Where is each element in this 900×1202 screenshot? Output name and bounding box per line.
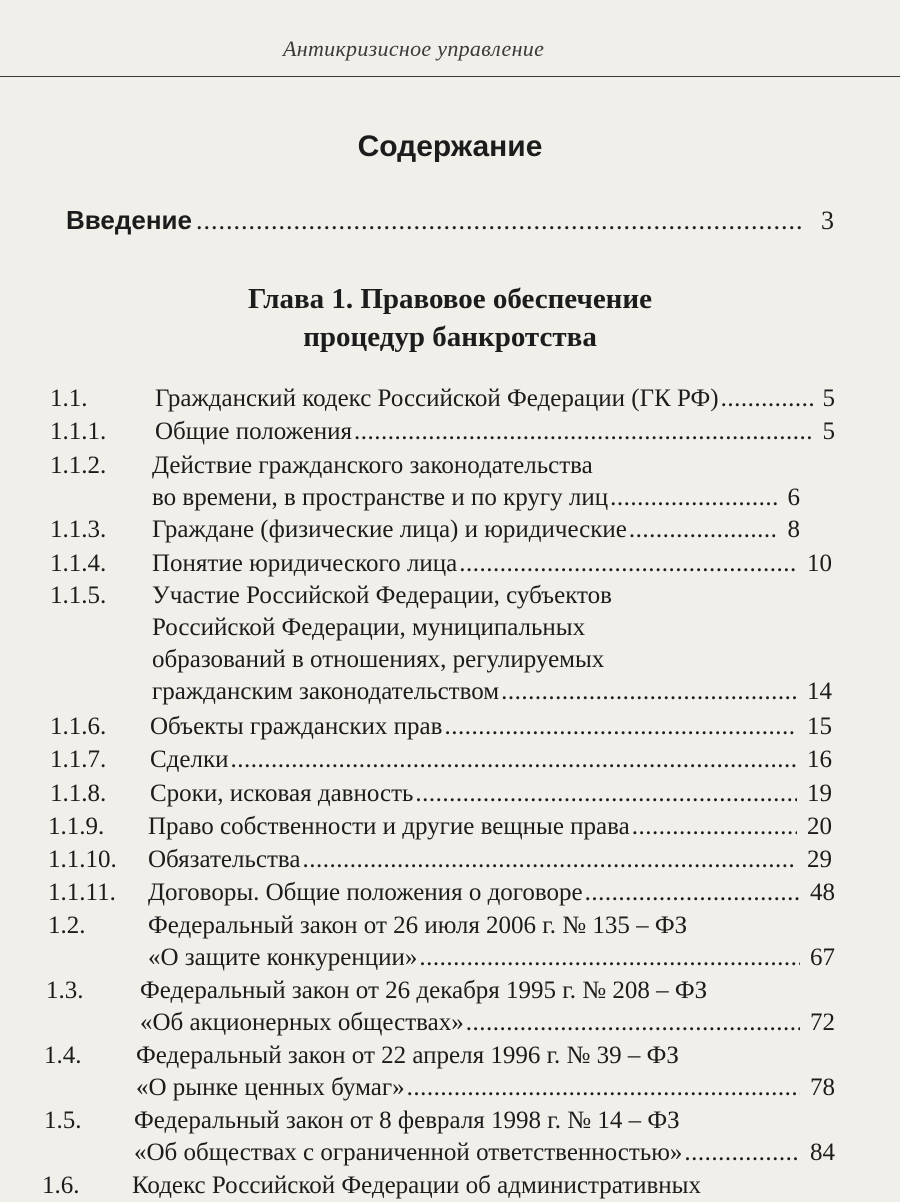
toc-entry-title-text: Объекты гражданских прав <box>150 713 443 740</box>
toc-entry <box>0 580 900 708</box>
toc-entry-title-text: Право собственности и другие вещные права <box>148 813 630 840</box>
toc-entry-title-line: Федеральный закон от 26 декабря 1995 г. № 208 – ФЗ <box>140 977 708 1004</box>
dot-leader <box>629 514 778 546</box>
toc-entry-title <box>155 383 835 415</box>
toc-entry-title-text: Кодекс Российской Федерации об административных <box>132 1172 701 1199</box>
toc-entry-title-line <box>152 676 832 708</box>
toc-heading: Содержание <box>357 130 543 163</box>
running-header <box>0 0 900 77</box>
toc-entry-page: 14 <box>807 678 832 705</box>
chapter-title-line-2: процедур банкротства <box>303 321 597 353</box>
toc-entry-number: 1.1.5. <box>50 582 107 609</box>
toc-entry-number: 1.1.10. <box>48 846 117 873</box>
dot-leader <box>231 744 798 776</box>
toc-entry-title-text: «О защите конкуренции» <box>148 944 418 971</box>
dot-leader <box>501 676 797 708</box>
toc-entry-title-line <box>155 416 835 448</box>
dot-leader <box>354 416 813 448</box>
toc-entry-page: 15 <box>807 713 832 740</box>
dot-leader <box>196 206 802 236</box>
dot-leader <box>407 1072 800 1104</box>
toc-entry-title <box>152 450 800 514</box>
toc-entry-number: 1.1.3. <box>50 516 107 543</box>
toc-entry-page: 48 <box>810 879 835 906</box>
toc-entry-page: 78 <box>810 1074 835 1101</box>
toc-entry-title <box>148 844 832 876</box>
dot-leader <box>419 942 800 974</box>
dot-leader <box>444 711 797 743</box>
toc-entry-title-line <box>134 1137 835 1169</box>
toc-entry-page: 67 <box>810 944 835 971</box>
toc-intro-label: Введение <box>66 205 192 235</box>
toc-entry-number: 1.1.6. <box>50 713 107 740</box>
dot-leader <box>585 877 800 909</box>
toc-entry <box>0 383 900 415</box>
toc-entry-title <box>148 811 832 843</box>
toc-entry-number: 1.1.11. <box>48 879 116 906</box>
toc-entry-title <box>136 1040 835 1104</box>
toc-entry-page: 19 <box>807 780 832 807</box>
toc-entry-title-line <box>152 482 800 514</box>
toc-entry <box>0 1170 900 1202</box>
dot-leader <box>302 844 797 876</box>
toc-entry-title-line: Федеральный закон от 8 февраля 1998 г. № 14 – ФЗ <box>134 1107 680 1134</box>
toc-entry-page: 10 <box>807 550 832 577</box>
toc-entry-title-text: Граждане (физические лица) и юридические <box>152 516 627 543</box>
toc-entry-page: 16 <box>807 746 832 773</box>
toc-entry-title-text: «Об акционерных обществах» <box>140 1009 464 1036</box>
toc-entry <box>0 844 900 876</box>
toc-entry-page: 29 <box>807 846 832 873</box>
toc-entry-title <box>150 744 832 776</box>
toc-entry-title-line <box>140 1007 835 1039</box>
toc-entry <box>0 744 900 776</box>
toc-entry-title-text: «Об обществах с ограниченной ответственностью» <box>134 1139 683 1166</box>
toc-entry-title <box>152 548 832 580</box>
toc-entry <box>0 548 900 580</box>
toc-entry-title-line <box>155 383 835 415</box>
toc-entry-title-line: Действие гражданского законодательства <box>152 452 593 479</box>
toc-entry-title-line <box>152 548 832 580</box>
toc-entry <box>0 711 900 743</box>
toc-entry-page: 72 <box>810 1009 835 1036</box>
toc-entry-title-line <box>150 711 832 743</box>
toc-entry <box>0 514 900 546</box>
toc-entry-title <box>148 877 835 909</box>
toc-entry-title-text: «О рынке ценных бумаг» <box>136 1074 405 1101</box>
toc-entry <box>0 811 900 843</box>
toc-entry <box>0 1040 900 1104</box>
toc-entry-title-line: Российской Федерации, муниципальных <box>152 614 586 641</box>
toc-entry <box>0 778 900 810</box>
toc-entry-number: 1.1.8. <box>50 780 107 807</box>
toc-entry-title-line: Федеральный закон от 26 июля 2006 г. № 135 – ФЗ <box>148 912 688 939</box>
toc-entry-title-line <box>150 744 832 776</box>
toc-entry-title-line <box>148 844 832 876</box>
toc-entry-number: 1.1.4. <box>50 550 107 577</box>
toc-entry-page: 20 <box>807 813 832 840</box>
toc-entry <box>0 975 900 1039</box>
toc-entry-page: 5 <box>822 385 835 412</box>
chapter-title-line-1: Глава 1. Правовое обеспечение <box>248 283 652 315</box>
toc-entry-number: 1.3. <box>46 977 84 1004</box>
toc-entry <box>0 1105 900 1169</box>
dot-leader <box>721 383 813 415</box>
toc-entry-title <box>155 416 835 448</box>
toc-entry-title-line <box>148 942 835 974</box>
toc-entry-title-text: Договоры. Общие положения о договоре <box>148 879 583 906</box>
toc-intro-page: 3 <box>821 206 834 235</box>
toc-entry <box>0 910 900 974</box>
dot-leader <box>684 1137 800 1169</box>
toc-entry-title-text: Общие положения <box>155 418 352 445</box>
toc-entry-title-text: во времени, в пространстве и по кругу лиц <box>152 484 609 511</box>
chapter-title <box>0 280 900 356</box>
toc-entry-title <box>148 910 835 974</box>
toc-entry-title-line <box>152 514 800 546</box>
toc-entry-title-line <box>136 1072 835 1104</box>
toc-entry-title-text: Гражданский кодекс Российской Федерации (ГК РФ) <box>155 385 719 412</box>
toc-entry-page: 84 <box>810 1139 835 1166</box>
toc-entry-title-line <box>150 778 832 810</box>
toc-intro-entry <box>66 205 834 236</box>
toc-entry-number: 1.1.7. <box>50 746 107 773</box>
toc-entry-title <box>152 580 832 708</box>
toc-entry-number: 1.1. <box>50 385 88 412</box>
toc-entry-title-text: Сделки <box>150 746 229 773</box>
running-header-title: Антикризисное управление <box>283 36 545 61</box>
dot-leader <box>459 548 797 580</box>
toc-entry-number: 1.5. <box>44 1107 82 1134</box>
toc-entry-title-text: гражданским законодательством <box>152 678 500 705</box>
dot-leader <box>466 1007 800 1039</box>
toc-entry <box>0 416 900 448</box>
toc-entry-page: 6 <box>787 484 800 511</box>
toc-entry-number: 1.1.2. <box>50 452 107 479</box>
toc-entry-title <box>150 711 832 743</box>
toc-entry-title <box>132 1170 860 1202</box>
dot-leader <box>610 482 777 514</box>
dot-leader <box>632 811 797 843</box>
toc-entry-number: 1.2. <box>48 912 86 939</box>
toc-entry-title-line: Участие Российской Федерации, субъектов <box>152 582 612 609</box>
toc-entry-page: 8 <box>787 516 800 543</box>
toc-entry-number: 1.1.1. <box>50 418 107 445</box>
toc-entry <box>0 877 900 909</box>
toc-entry-title-text: Обязательства <box>148 846 301 873</box>
toc-entry-title <box>152 514 800 546</box>
dot-leader <box>415 778 797 810</box>
toc-entry-title-line: Федеральный закон от 22 апреля 1996 г. № 39 – ФЗ <box>136 1042 679 1069</box>
toc-entry-title-text: Сроки, исковая давность <box>150 780 414 807</box>
toc-entry-title-line <box>148 877 835 909</box>
toc-entry-number: 1.1.9. <box>48 813 105 840</box>
toc-entry-title-line <box>148 811 832 843</box>
toc-entry-page: 5 <box>822 418 835 445</box>
toc-entry-title-line <box>132 1170 860 1202</box>
toc-entry-title <box>150 778 832 810</box>
toc-entry-title <box>140 975 835 1039</box>
toc-entry <box>0 450 900 514</box>
toc-entry-title-line: образований в отношениях, регулируемых <box>152 646 605 673</box>
toc-entry-number: 1.6. <box>42 1172 80 1199</box>
toc-entry-title <box>134 1105 835 1169</box>
toc-entry-number: 1.4. <box>44 1042 82 1069</box>
toc-entry-title-text: Понятие юридического лица <box>152 550 458 577</box>
